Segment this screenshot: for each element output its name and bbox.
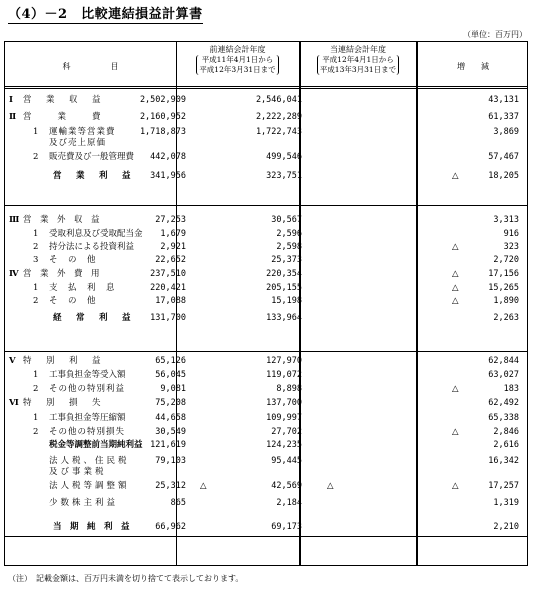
negative-mark: △: [452, 269, 459, 279]
header-prev-title: 前連結会計年度: [209, 45, 266, 54]
table-row: [5, 214, 527, 226]
item-number: 1: [33, 127, 39, 137]
footnote: （注） 記載金額は、百万円未満を切り捨てて表示しております。: [8, 574, 244, 583]
row-label: 持分法による投資利益: [49, 242, 135, 252]
table-row: [5, 282, 527, 294]
table-row: [5, 497, 527, 509]
row-label: 税金等調整前当期純利益: [49, 440, 143, 450]
row-label: その他の特別利益: [49, 384, 126, 394]
table-row: [5, 268, 527, 280]
diff-value: 1,890: [493, 296, 519, 306]
header-curr-period: [317, 55, 399, 75]
curr-value: 323,751: [266, 171, 302, 181]
negative-mark: △: [452, 481, 459, 491]
curr-value: 2,598: [276, 242, 302, 252]
prev-value: 1,679: [160, 229, 186, 239]
header-prev-to: 平成12年3月31日まで: [199, 65, 276, 74]
curr-value: 127,970: [266, 356, 302, 366]
item-number: 1: [33, 229, 39, 239]
table-row: [5, 480, 527, 492]
prev-value: 75,208: [155, 398, 186, 408]
table-row: [5, 241, 527, 253]
diff-value: 16,342: [488, 456, 519, 466]
diff-value: 3,313: [493, 215, 519, 225]
negative-mark: △: [327, 481, 334, 491]
diff-value: 63,027: [488, 370, 519, 380]
prev-value: 27,253: [155, 215, 186, 225]
header-curr-title: 当連結会計年度: [330, 45, 386, 54]
section-numeral: Ⅲ: [9, 215, 20, 225]
table-row: [5, 355, 527, 367]
row-label: 営 業 外 費 用: [23, 269, 100, 279]
prev-value: 56,045: [155, 370, 186, 380]
diff-value: 1,319: [493, 498, 519, 508]
prev-value: 341,956: [150, 171, 186, 181]
header-diff: 増 減: [457, 62, 489, 71]
income-statement-table: [4, 41, 528, 566]
item-number: 3: [33, 255, 39, 265]
header-curr: [300, 45, 416, 75]
prev-value: 442,078: [150, 152, 186, 162]
table-row: [5, 383, 527, 395]
row-label: 経 常 利 益: [53, 313, 134, 323]
curr-value: 499,546: [266, 152, 302, 162]
table-row: [5, 439, 527, 451]
curr-value: 69,173: [271, 522, 302, 532]
curr-value: 2,546,041: [255, 95, 302, 105]
prev-value: 1,718,873: [139, 127, 186, 137]
diff-value: 3,869: [493, 127, 519, 137]
curr-value: 1,722,743: [255, 127, 302, 137]
header-prev-from: 平成11年4月1日から: [201, 55, 274, 64]
section-rule: [5, 205, 527, 206]
item-number: 2: [33, 242, 39, 252]
row-label: 営 業 外 収 益: [23, 215, 100, 225]
curr-value: 2,596: [276, 229, 302, 239]
row-label: 営 業 費: [23, 112, 104, 122]
diff-value: 18,205: [488, 171, 519, 181]
curr-value: 137,700: [266, 398, 302, 408]
row-label: 受取利息及び受取配当金: [49, 229, 143, 239]
row-label: 営 業 収 益: [23, 95, 104, 105]
table-row: [5, 369, 527, 381]
table-row: [5, 151, 527, 163]
curr-value: 220,354: [266, 269, 302, 279]
prev-value: 9,081: [160, 384, 186, 394]
table-row: [5, 254, 527, 266]
section-numeral: Ⅱ: [9, 112, 17, 122]
header-curr-to: 平成13年3月31日まで: [319, 65, 397, 74]
prev-value: 2,502,909: [139, 95, 186, 105]
diff-value: 62,844: [488, 356, 519, 366]
row-label: その他の特別損失: [49, 427, 126, 437]
negative-mark: △: [452, 242, 459, 252]
table-row: [5, 397, 527, 409]
row-label: そ の 他: [49, 296, 97, 306]
row-label: 工事負担金等受入額: [49, 370, 126, 380]
page-title: （4）－2 比較連結損益計算書: [8, 3, 203, 24]
diff-value: 2,263: [493, 313, 519, 323]
table-row: [5, 426, 527, 438]
row-label: そ の 他: [49, 255, 97, 265]
item-number: 1: [33, 370, 39, 380]
table-row: [5, 94, 527, 106]
prev-value: 865: [170, 498, 186, 508]
prev-value: 30,549: [155, 427, 186, 437]
row-label-line2: 及び売上原価: [49, 138, 107, 148]
curr-value: 30,567: [271, 215, 302, 225]
curr-value: 205,155: [266, 283, 302, 293]
table-row: [5, 312, 527, 324]
diff-value: 62,492: [488, 398, 519, 408]
curr-value: 8,898: [276, 384, 302, 394]
row-label: 法人税等調整額: [49, 481, 130, 491]
negative-mark: △: [452, 296, 459, 306]
header-prev: [176, 45, 299, 75]
row-label: 工事負担金等圧縮額: [49, 413, 126, 423]
diff-value: 2,210: [493, 522, 519, 532]
prev-value: 65,126: [155, 356, 186, 366]
row-label: 販売費及び一般管理費: [49, 152, 135, 162]
prev-value: 220,421: [150, 283, 186, 293]
row-label: 当 期 純 利 益: [53, 522, 130, 532]
row-label: 運輸業等営業費: [49, 127, 116, 137]
curr-value: 95,445: [271, 456, 302, 466]
row-label: 特 別 損 失: [23, 398, 104, 408]
negative-mark: △: [452, 283, 459, 293]
diff-value: 57,467: [488, 152, 519, 162]
row-label: 法人税、住民税: [49, 456, 130, 466]
diff-value: 916: [503, 229, 519, 239]
curr-value: 15,198: [271, 296, 302, 306]
diff-value: 2,616: [493, 440, 519, 450]
row-label: 特 別 利 益: [23, 356, 104, 366]
diff-value: 323: [503, 242, 519, 252]
curr-value: 27,702: [271, 427, 302, 437]
negative-mark: △: [200, 481, 207, 491]
negative-mark: △: [452, 427, 459, 437]
item-number: 1: [33, 283, 39, 293]
curr-value: 124,235: [266, 440, 302, 450]
diff-value: 183: [503, 384, 519, 394]
diff-value: 2,720: [493, 255, 519, 265]
diff-value: 61,337: [488, 112, 519, 122]
header-rule: [5, 86, 527, 89]
row-label: 営 業 利 益: [53, 171, 134, 181]
section-rule: [5, 536, 527, 537]
header-curr-from: 平成12年4月1日から: [322, 55, 394, 64]
negative-mark: △: [452, 384, 459, 394]
item-number: 2: [33, 152, 39, 162]
curr-value: 2,184: [276, 498, 302, 508]
section-rule: [5, 351, 527, 352]
prev-value: 79,103: [155, 456, 186, 466]
item-number: 2: [33, 384, 39, 394]
prev-value: 131,700: [150, 313, 186, 323]
diff-value: 17,156: [488, 269, 519, 279]
curr-value: 109,997: [266, 413, 302, 423]
negative-mark: △: [452, 171, 459, 181]
section-numeral: Ⅳ: [9, 269, 19, 279]
section-numeral: Ⅰ: [9, 95, 13, 105]
row-label-line2: 及び事業税: [49, 467, 107, 477]
table-row: [5, 228, 527, 240]
curr-value: 42,569: [271, 481, 302, 491]
table-row: [5, 295, 527, 307]
table-row: [5, 111, 527, 123]
section-numeral: Ⅵ: [9, 398, 19, 408]
table-row: [5, 455, 527, 477]
item-number: 1: [33, 413, 39, 423]
diff-value: 43,131: [488, 95, 519, 105]
table-row: [5, 126, 527, 148]
prev-value: 2,921: [160, 242, 186, 252]
row-label: 支 払 利 息: [49, 283, 116, 293]
prev-value: 22,652: [155, 255, 186, 265]
prev-value: 17,088: [155, 296, 186, 306]
diff-value: 65,338: [488, 413, 519, 423]
table-row: [5, 412, 527, 424]
curr-value: 133,964: [266, 313, 302, 323]
diff-value: 17,257: [488, 481, 519, 491]
table-row: [5, 170, 527, 182]
item-number: 2: [33, 427, 39, 437]
diff-value: 2,846: [493, 427, 519, 437]
unit-label: （単位：百万円）: [463, 30, 527, 39]
curr-value: 119,072: [266, 370, 302, 380]
curr-value: 2,222,289: [255, 112, 302, 122]
prev-value: 44,658: [155, 413, 186, 423]
item-number: 2: [33, 296, 39, 306]
prev-value: 66,962: [155, 522, 186, 532]
prev-value: 237,510: [150, 269, 186, 279]
table-row: [5, 521, 527, 533]
section-numeral: Ⅴ: [9, 356, 16, 366]
row-label: 少数株主利益: [49, 498, 119, 508]
header-prev-period: [196, 55, 278, 75]
diff-value: 15,265: [488, 283, 519, 293]
prev-value: 2,160,952: [139, 112, 186, 122]
header-item: 科 目: [62, 62, 119, 71]
prev-value: 121,619: [150, 440, 186, 450]
prev-value: 25,312: [155, 481, 186, 491]
curr-value: 25,373: [271, 255, 302, 265]
